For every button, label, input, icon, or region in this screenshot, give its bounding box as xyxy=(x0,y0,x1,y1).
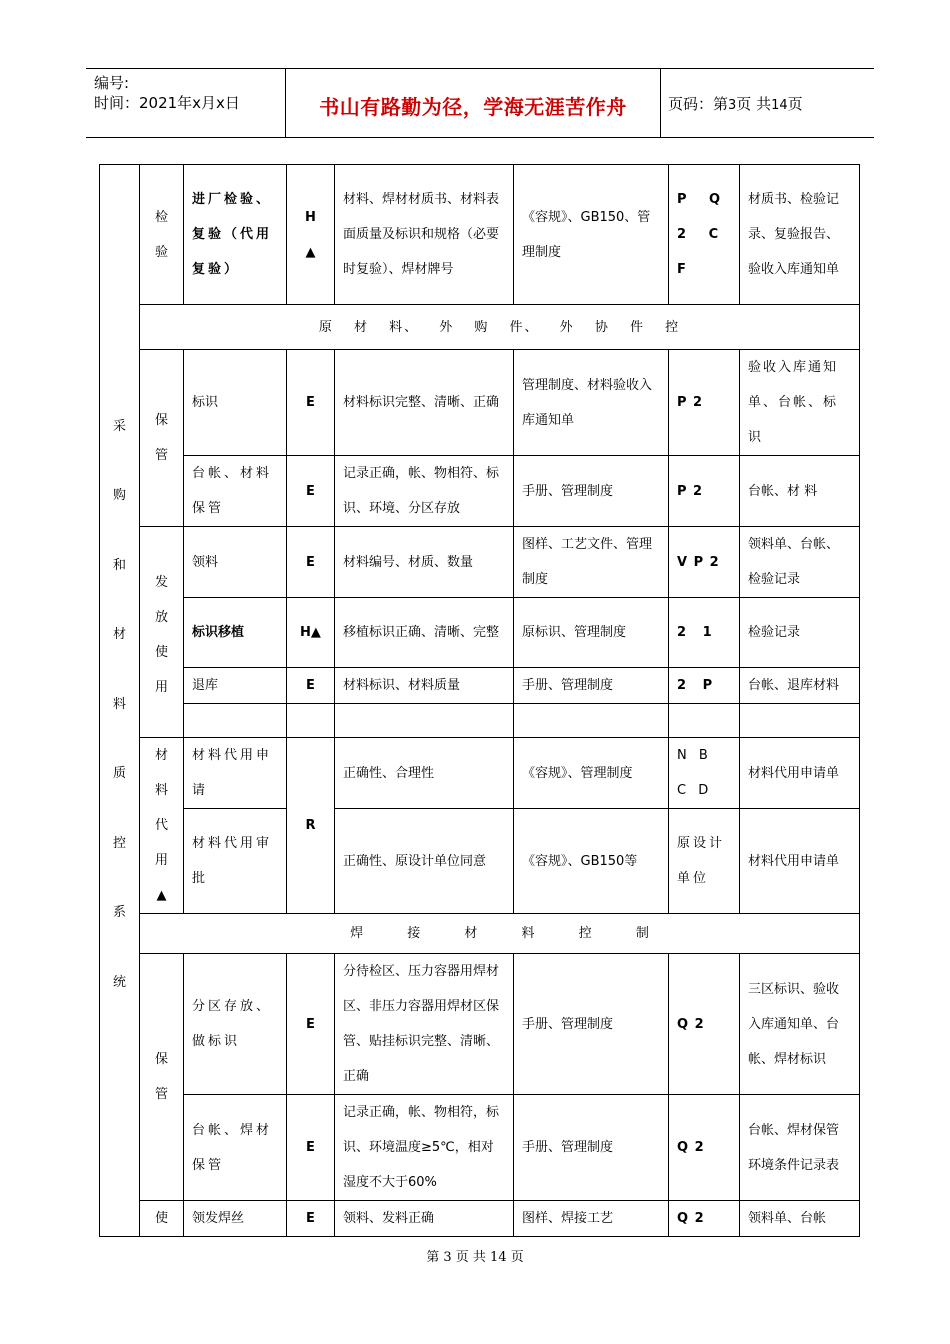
group-cell xyxy=(140,350,184,527)
empty-cell xyxy=(184,704,287,738)
item-cell: 材料代用申请 xyxy=(184,738,287,809)
basis-cell: 手册、管理制度 xyxy=(514,668,669,704)
item-cell: 进厂检验、复验（代用复验） xyxy=(184,165,287,305)
record-cell: 检验记录 xyxy=(740,598,860,668)
group-label: 检验 xyxy=(154,209,168,260)
basis-cell: 图样、焊接工艺 xyxy=(514,1201,669,1237)
level-cell: R xyxy=(287,738,335,914)
group-cell xyxy=(140,165,184,305)
table-row xyxy=(100,954,860,1095)
group-cell xyxy=(140,527,184,738)
table-row xyxy=(100,914,860,954)
content-cell: 材料标识完整、清晰、正确 xyxy=(335,350,514,456)
basis-cell: 图样、工艺文件、管理制度 xyxy=(514,527,669,598)
party-cell: Q 2 xyxy=(669,954,740,1095)
basis-cell: 《容规》、管理制度 xyxy=(514,738,669,809)
table-row xyxy=(100,527,860,598)
level-cell: E xyxy=(287,527,335,598)
basis-cell: 手册、管理制度 xyxy=(514,1095,669,1201)
empty-cell xyxy=(514,704,669,738)
group-cell: 使 xyxy=(140,1201,184,1237)
party-cell: P Q 2 C F xyxy=(669,165,740,305)
system-label-cell xyxy=(100,165,140,1237)
table-row xyxy=(100,668,860,704)
table-row xyxy=(100,1201,860,1237)
table-row xyxy=(100,165,860,305)
group-cell xyxy=(140,954,184,1201)
system-label: 采购和材料质控系统 xyxy=(112,418,126,990)
record-cell: 材料代用申请单 xyxy=(740,809,860,914)
record-cell: 验收入库通知单、台帐、标识 xyxy=(740,350,860,456)
record-cell: 材质书、检验记录、复验报告、验收入库通知单 xyxy=(740,165,860,305)
record-cell: 台帐、退库材料 xyxy=(740,668,860,704)
section-heading: 焊 接 材 料 控 制 xyxy=(140,914,860,954)
party-cell: Q 2 xyxy=(669,1095,740,1201)
group-label: 保管 xyxy=(154,413,168,463)
header-divider xyxy=(660,69,661,137)
level-cell: E xyxy=(287,668,335,704)
basis-cell: 《容规》、GB150、管理制度 xyxy=(514,165,669,305)
content-cell: 材料标识、材料质量 xyxy=(335,668,514,704)
group-label: 材料代用▲ xyxy=(154,748,168,903)
party-cell: 原设计单位 xyxy=(669,809,740,914)
level-label: H▲ xyxy=(305,209,316,260)
item-cell: 领发焊丝 xyxy=(184,1201,287,1237)
record-cell: 三区标识、验收入库通知单、台帐、焊材标识 xyxy=(740,954,860,1095)
basis-cell: 手册、管理制度 xyxy=(514,954,669,1095)
quality-control-table xyxy=(99,164,860,1237)
table-row xyxy=(100,809,860,914)
page-header xyxy=(86,68,874,138)
content-cell: 移植标识正确、清晰、完整 xyxy=(335,598,514,668)
page-total: 14 xyxy=(771,98,788,113)
page-label: 页码：第 xyxy=(668,95,729,113)
table-row xyxy=(100,305,860,350)
level-cell: E xyxy=(287,954,335,1095)
header-meta xyxy=(94,73,240,113)
item-cell: 标识 xyxy=(184,350,287,456)
content-cell: 材料、焊材材质书、材料表面质量及标识和规格（必要时复验）、焊材牌号 xyxy=(335,165,514,305)
content-cell: 分待检区、压力容器用焊材区、非压力容器用焊材区保管、贴挂标识完整、清晰、正确 xyxy=(335,954,514,1095)
table-row xyxy=(100,704,860,738)
level-cell: E xyxy=(287,1201,335,1237)
item-cell: 标识移植 xyxy=(184,598,287,668)
content-cell: 记录正确，帐、物相符、标识、环境、分区存放 xyxy=(335,456,514,527)
item-cell: 台帐、焊材保管 xyxy=(184,1095,287,1201)
party-cell: 2 P xyxy=(669,668,740,704)
table-row xyxy=(100,598,860,668)
item-cell: 台帐、材料保管 xyxy=(184,456,287,527)
empty-cell xyxy=(287,704,335,738)
item-cell: 分区存放、做标识 xyxy=(184,954,287,1095)
content-cell: 正确性、合理性 xyxy=(335,738,514,809)
content-cell: 材料编号、材质、数量 xyxy=(335,527,514,598)
empty-cell xyxy=(669,704,740,738)
basis-cell: 《容规》、GB150等 xyxy=(514,809,669,914)
page-footer: 第 3 页 共 14 页 xyxy=(426,1250,524,1265)
table-row xyxy=(100,350,860,456)
item-cell: 退库 xyxy=(184,668,287,704)
party-cell: N B C D xyxy=(669,738,740,809)
basis-cell: 原标识、管理制度 xyxy=(514,598,669,668)
item-cell: 材料代用审批 xyxy=(184,809,287,914)
header-page-number xyxy=(668,93,803,114)
basis-cell: 管理制度、材料验收入库通知单 xyxy=(514,350,669,456)
content-cell: 正确性、原设计单位同意 xyxy=(335,809,514,914)
page-current: 3 xyxy=(728,98,737,113)
group-label: 保管 xyxy=(154,1052,168,1102)
record-cell: 台帐、焊材保管环境条件记录表 xyxy=(740,1095,860,1201)
record-cell: 材料代用申请单 xyxy=(740,738,860,809)
content-cell: 领料、发料正确 xyxy=(335,1201,514,1237)
content-cell: 记录正确，帐、物相符，标识、环境温度≥5℃，相对湿度不大于60% xyxy=(335,1095,514,1201)
table-row xyxy=(100,456,860,527)
document-number-label: 编号: xyxy=(94,74,130,92)
party-cell: P 2 xyxy=(669,350,740,456)
level-cell: H▲ xyxy=(287,598,335,668)
page-mid: 页 共 xyxy=(736,95,772,113)
level-cell: E xyxy=(287,1095,335,1201)
party-cell: 2 1 xyxy=(669,598,740,668)
header-motto: 书山有路勤为径，学海无涯苦作舟 xyxy=(319,95,627,119)
table-row xyxy=(100,738,860,809)
document-time-label: 时间：2021年x月x日 xyxy=(94,94,240,112)
section-heading: 原 材 料、 外 购 件、 外 协 件 控 xyxy=(140,305,860,350)
party-cell: Q 2 xyxy=(669,1201,740,1237)
table-row xyxy=(100,1095,860,1201)
empty-cell xyxy=(335,704,514,738)
level-cell: E xyxy=(287,350,335,456)
record-cell: 台帐、材 料 xyxy=(740,456,860,527)
level-cell xyxy=(287,165,335,305)
item-cell: 领料 xyxy=(184,527,287,598)
group-label: 发放使用 xyxy=(154,575,168,695)
party-cell: V P 2 xyxy=(669,527,740,598)
record-cell: 领料单、台帐 xyxy=(740,1201,860,1237)
party-cell: P 2 xyxy=(669,456,740,527)
page-end: 页 xyxy=(787,95,803,113)
empty-cell xyxy=(740,704,860,738)
record-cell: 领料单、台帐、检验记录 xyxy=(740,527,860,598)
group-cell xyxy=(140,738,184,914)
level-cell: E xyxy=(287,456,335,527)
basis-cell: 手册、管理制度 xyxy=(514,456,669,527)
